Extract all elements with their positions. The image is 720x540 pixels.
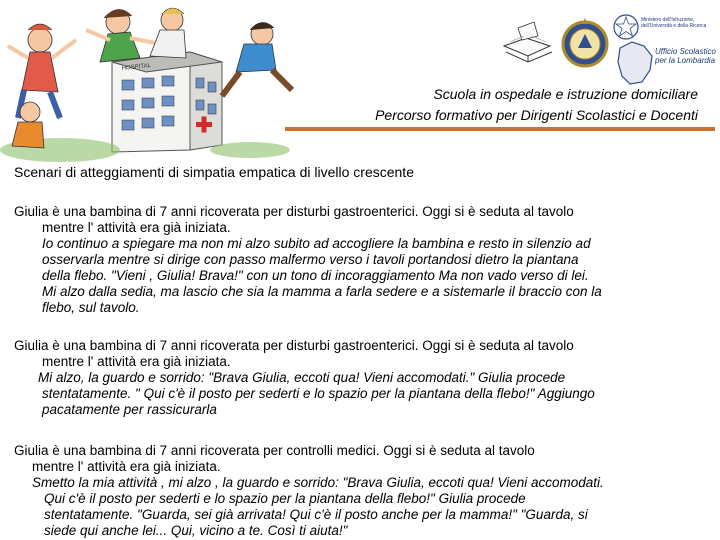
scenario-action-line: della flebo. "Vieni , Giulia! Brava!" con un tono di incoraggiamento Ma non vado verso di lei. [42, 268, 589, 283]
ministry-label: Ministero dell'Istruzione, dell'Università e della Ricerca [641, 17, 707, 29]
title-divider [285, 127, 715, 131]
ministry-logo [612, 12, 718, 90]
scenario-action-line: Qui c'è il posto per sederti e lo spazio per la piantana della flebo!" Giulia procede [44, 491, 526, 506]
scenario-action-line: Mi alzo, la guardo e sorrido: "Brava Giulia, eccoti qua! Vieni accomodati." Giulia procede [38, 370, 566, 385]
scenario-action-line: Io continuo a spiegare ma non mi alzo subito ad accogliere la bambina e resto in silenzio ad [42, 236, 591, 251]
scenario-action-line: Smetto la mia attività , mi alzo , la guardo e sorrido: "Brava Giulia, eccoti qua! Vieni accomodati. [32, 475, 604, 490]
scenario-intro-line: mentre l' attività era già iniziata. [42, 220, 231, 235]
scenario-action-line: osservarla mentre si dirige con passo malfermo verso i tavoli portandosi dietro la piantana [42, 252, 579, 267]
title-line-2: Percorso formativo per Dirigenti Scolastici e Docenti [375, 107, 698, 123]
scenario-action-line: pacatamente per rassicurarla [42, 402, 217, 417]
books-logo-icon [498, 16, 558, 72]
child-figure-icon [150, 8, 186, 58]
child-figure-icon [8, 24, 76, 118]
child-figure-icon [222, 22, 292, 96]
lombardia-map-icon [614, 38, 658, 88]
scenario-intro-line: Giulia è una bambina di 7 anni ricoverata per controlli medici. Oggi si è seduta al tavolo [14, 443, 535, 458]
office-label: Ufficio Scolastico per la Lombardia [655, 47, 716, 65]
child-figure-icon [86, 9, 160, 62]
scenario-intro-line: Giulia è una bambina di 7 anni ricoverata per disturbi gastroenterici. Oggi si è seduta al tavolo [14, 204, 574, 219]
scenario-intro-line: Giulia è una bambina di 7 anni ricoverata per disturbi gastroenterici. Oggi si è seduta al tavolo [14, 338, 574, 353]
scenario-intro-line: mentre l' attività era già iniziata. [32, 459, 221, 474]
hospital-illustration [0, 0, 300, 165]
seal-logo-icon [560, 14, 610, 72]
scenario-paragraph [14, 338, 716, 418]
child-figure-icon [12, 102, 44, 148]
scenario-action-line: stentatamente. " Qui c'è il posto per sederti e lo spazio per la piantana della flebo!" Aggiungo [42, 386, 595, 401]
section-subtitle: Scenari di atteggiamenti di simpatia empatica di livello crescente [14, 164, 414, 180]
scenario-action-line: stentatamente. "Guarda, sei già arrivata! Qui c'è il posto anche per la mamma!" "Guarda, si [44, 507, 588, 522]
scenario-action-line: flebo, sul tavolo. [42, 300, 140, 315]
scenario-action-line: Mi alzo dalla sedia, ma lascio che sia la mamma a farla sedere e a sistemarle il braccio con la [42, 284, 602, 299]
hospital-sign: HOSPITAL [121, 62, 152, 72]
scenario-paragraph [14, 443, 716, 539]
scenario-intro-line: mentre l' attività era già iniziata. [42, 354, 231, 369]
title-line-1: Scuola in ospedale e istruzione domiciliare [433, 86, 698, 102]
page-title [375, 84, 698, 126]
scenario-action-line: siede qui anche lei... Qui, vicino a te. Così ti aiuta!" [44, 523, 348, 538]
scenario-paragraph [14, 204, 716, 316]
